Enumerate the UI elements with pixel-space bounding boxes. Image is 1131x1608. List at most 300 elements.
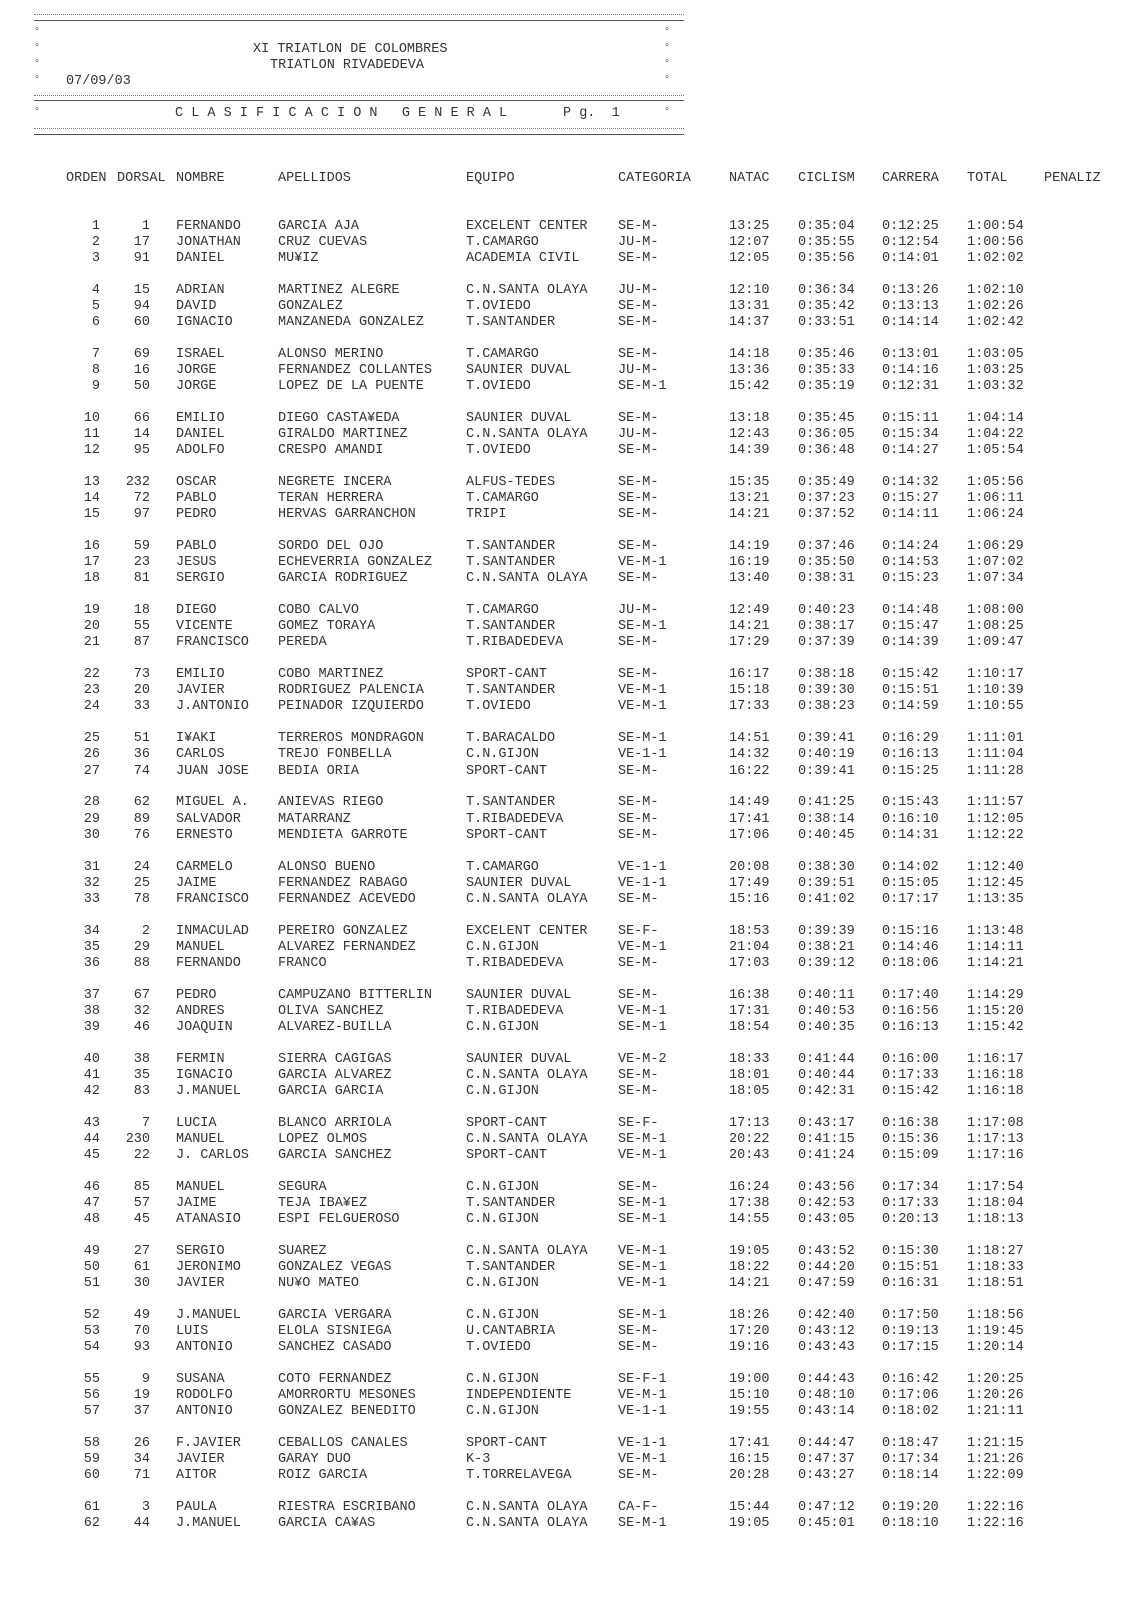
cell-apellidos: ALONSO MERINO xyxy=(278,347,384,363)
cell-total: 1:04:22 xyxy=(967,427,1024,443)
event-date: 07/09/03 xyxy=(66,74,131,89)
cell-total: 1:02:10 xyxy=(967,283,1024,299)
cell-natac: 12:10 xyxy=(729,283,770,299)
event-title: XI TRIATLON DE COLOMBRES xyxy=(253,42,448,57)
cell-total: 1:04:14 xyxy=(967,411,1024,427)
cell-categoria: SE-M- xyxy=(618,1339,659,1355)
cell-orden: 61 xyxy=(83,1500,100,1515)
cell-total: 1:03:32 xyxy=(967,379,1024,395)
cell-ciclism: 0:41:25 xyxy=(798,795,855,811)
cell-natac: 12:43 xyxy=(729,427,770,443)
cell-total: 1:16:18 xyxy=(967,1083,1024,1099)
table-row xyxy=(0,683,1131,699)
cell-apellidos: GOMEZ TORAYA xyxy=(278,619,376,635)
cell-dorsal: 32 xyxy=(133,1003,150,1019)
cell-categoria: JU-M- xyxy=(618,363,659,379)
cell-ciclism: 0:35:19 xyxy=(798,379,855,395)
cell-categoria: VE-1-1 xyxy=(618,747,667,763)
table-row xyxy=(0,507,1131,523)
cell-carrera: 0:16:29 xyxy=(882,731,939,747)
cell-total: 1:12:22 xyxy=(967,827,1024,843)
cell-apellidos: GARCIA AJA xyxy=(278,219,360,234)
table-row xyxy=(0,635,1131,651)
cell-natac: 20:43 xyxy=(729,1147,770,1163)
cell-nombre: EMILIO xyxy=(176,667,225,683)
cell-apellidos: OLIVA SANCHEZ xyxy=(278,1003,384,1019)
table-row xyxy=(0,1340,1131,1356)
table-row xyxy=(0,1276,1131,1292)
cell-dorsal: 85 xyxy=(133,1179,150,1195)
cell-carrera: 0:17:33 xyxy=(882,1195,939,1211)
cell-nombre: J.MANUEL xyxy=(176,1083,241,1099)
cell-total: 1:15:42 xyxy=(967,1019,1024,1035)
cell-total: 1:14:21 xyxy=(967,955,1024,971)
cell-total: 1:12:40 xyxy=(967,859,1024,875)
cell-dorsal: 17 xyxy=(133,235,150,251)
table-row xyxy=(0,299,1131,315)
cell-total: 1:17:16 xyxy=(967,1147,1024,1163)
cell-orden: 48 xyxy=(83,1211,100,1227)
cell-equipo: T.SANTANDER xyxy=(466,683,556,699)
cell-apellidos: RODRIGUEZ PALENCIA xyxy=(278,683,424,699)
cell-carrera: 0:15:51 xyxy=(882,1259,939,1275)
cell-natac: 16:38 xyxy=(729,987,770,1003)
cell-orden: 51 xyxy=(83,1275,100,1291)
cell-nombre: JAVIER xyxy=(176,683,225,699)
cell-natac: 17:38 xyxy=(729,1195,770,1211)
cell-dorsal: 55 xyxy=(133,619,150,635)
cell-carrera: 0:14:16 xyxy=(882,363,939,379)
cell-nombre: ANTONIO xyxy=(176,1404,233,1419)
cell-natac: 19:55 xyxy=(729,1404,770,1419)
table-row xyxy=(0,411,1131,427)
cell-natac: 20:28 xyxy=(729,1468,770,1484)
cell-natac: 15:18 xyxy=(729,683,770,699)
table-row xyxy=(0,1132,1131,1148)
cell-nombre: SALVADOR xyxy=(176,811,241,827)
cell-dorsal: 232 xyxy=(125,475,150,491)
cell-orden: 4 xyxy=(91,283,100,299)
cell-categoria: VE-M-1 xyxy=(618,1452,667,1467)
cell-dorsal: 16 xyxy=(133,363,150,379)
cell-carrera: 0:18:14 xyxy=(882,1468,939,1484)
cell-total: 1:18:56 xyxy=(967,1307,1024,1323)
cell-natac: 19:00 xyxy=(729,1371,770,1387)
cell-dorsal: 37 xyxy=(133,1404,150,1419)
cell-ciclism: 0:43:14 xyxy=(798,1404,855,1419)
cell-categoria: VE-M-1 xyxy=(618,1147,667,1163)
cell-equipo: INDEPENDIENTE xyxy=(466,1387,572,1403)
cell-apellidos: TERREROS MONDRAGON xyxy=(278,731,424,747)
cell-carrera: 0:15:43 xyxy=(882,795,939,811)
table-row xyxy=(0,475,1131,491)
cell-total: 1:18:33 xyxy=(967,1259,1024,1275)
table-row xyxy=(0,795,1131,811)
cell-orden: 50 xyxy=(83,1259,100,1275)
cell-equipo: T.CAMARGO xyxy=(466,859,539,875)
cell-dorsal: 78 xyxy=(133,891,150,907)
cell-natac: 14:37 xyxy=(729,315,770,331)
table-row xyxy=(0,1180,1131,1196)
cell-apellidos: CAMPUZANO BITTERLIN xyxy=(278,987,432,1003)
cell-categoria: SE-M- xyxy=(618,475,659,491)
cell-orden: 21 xyxy=(83,635,100,651)
col-header-orden: ORDEN xyxy=(66,171,107,186)
cell-nombre: CARLOS xyxy=(176,747,225,763)
cell-ciclism: 0:43:17 xyxy=(798,1115,855,1131)
table-row xyxy=(0,988,1131,1004)
cell-nombre: MANUEL xyxy=(176,939,225,955)
cell-orden: 1 xyxy=(91,219,100,234)
cell-orden: 6 xyxy=(91,315,100,331)
cell-categoria: VE-1-1 xyxy=(618,875,667,891)
cell-ciclism: 0:37:46 xyxy=(798,539,855,555)
cell-nombre: CARMELO xyxy=(176,859,233,875)
cell-apellidos: CEBALLOS CANALES xyxy=(278,1435,408,1451)
cell-natac: 18:53 xyxy=(729,923,770,939)
cell-nombre: IGNACIO xyxy=(176,1067,233,1083)
table-row xyxy=(0,924,1131,940)
cell-apellidos: ALVAREZ-BUILLA xyxy=(278,1019,392,1035)
cell-orden: 58 xyxy=(83,1435,100,1451)
cell-ciclism: 0:41:15 xyxy=(798,1131,855,1147)
cell-natac: 17:33 xyxy=(729,699,770,715)
cell-equipo: SPORT-CANT xyxy=(466,763,548,779)
cell-categoria: SE-M- xyxy=(618,891,659,907)
cell-equipo: C.N.GIJON xyxy=(466,1019,539,1035)
cell-categoria: SE-M- xyxy=(618,1468,659,1484)
cell-categoria: SE-M- xyxy=(618,1323,659,1339)
cell-total: 1:06:29 xyxy=(967,539,1024,555)
cell-categoria: SE-M- xyxy=(618,763,659,779)
cell-equipo: C.N.SANTA OLAYA xyxy=(466,571,588,587)
cell-equipo: C.N.GIJON xyxy=(466,1275,539,1291)
cell-apellidos: BEDIA ORIA xyxy=(278,763,360,779)
cell-apellidos: PEINADOR IZQUIERDO xyxy=(278,699,424,715)
cell-ciclism: 0:42:31 xyxy=(798,1083,855,1099)
cell-dorsal: 20 xyxy=(133,683,150,699)
cell-equipo: C.N.SANTA OLAYA xyxy=(466,1243,588,1259)
cell-total: 1:22:16 xyxy=(967,1516,1024,1532)
cell-orden: 20 xyxy=(83,619,100,635)
cell-natac: 17:13 xyxy=(729,1115,770,1131)
cell-ciclism: 0:39:51 xyxy=(798,875,855,891)
cell-ciclism: 0:40:44 xyxy=(798,1067,855,1083)
cell-categoria: SE-M- xyxy=(618,347,659,363)
cell-carrera: 0:15:42 xyxy=(882,1083,939,1099)
cell-carrera: 0:16:13 xyxy=(882,747,939,763)
cell-ciclism: 0:35:55 xyxy=(798,235,855,251)
cell-ciclism: 0:40:53 xyxy=(798,1003,855,1019)
cell-categoria: SE-M- xyxy=(618,507,659,523)
cell-orden: 7 xyxy=(91,347,100,363)
cell-natac: 18:33 xyxy=(729,1051,770,1067)
cell-ciclism: 0:35:46 xyxy=(798,347,855,363)
cell-natac: 17:06 xyxy=(729,827,770,843)
cell-orden: 52 xyxy=(83,1307,100,1323)
cell-carrera: 0:15:09 xyxy=(882,1147,939,1163)
cell-equipo: T.SANTANDER xyxy=(466,539,556,555)
cell-total: 1:03:05 xyxy=(967,347,1024,363)
cell-ciclism: 0:42:53 xyxy=(798,1195,855,1211)
table-row xyxy=(0,491,1131,507)
table-row xyxy=(0,283,1131,299)
cell-dorsal: 83 xyxy=(133,1083,150,1099)
cell-total: 1:15:20 xyxy=(967,1003,1024,1019)
cell-equipo: ALFUS-TEDES xyxy=(466,475,556,491)
cell-dorsal: 14 xyxy=(133,427,150,443)
table-row xyxy=(0,828,1131,844)
cell-dorsal: 69 xyxy=(133,347,150,363)
cell-total: 1:13:48 xyxy=(967,923,1024,939)
cell-dorsal: 44 xyxy=(133,1516,150,1532)
cell-categoria: JU-M- xyxy=(618,235,659,251)
cell-total: 1:18:04 xyxy=(967,1195,1024,1211)
cell-orden: 38 xyxy=(83,1003,100,1019)
cell-categoria: VE-M-2 xyxy=(618,1051,667,1067)
cell-dorsal: 2 xyxy=(141,923,150,939)
cell-natac: 14:21 xyxy=(729,619,770,635)
cell-orden: 13 xyxy=(83,475,100,491)
cell-carrera: 0:16:13 xyxy=(882,1019,939,1035)
cell-dorsal: 87 xyxy=(133,635,150,651)
cell-natac: 20:22 xyxy=(729,1131,770,1147)
cell-total: 1:19:45 xyxy=(967,1323,1024,1339)
cell-nombre: DAVID xyxy=(176,299,217,315)
cell-categoria: VE-M-1 xyxy=(618,699,667,715)
cell-total: 1:02:26 xyxy=(967,299,1024,315)
table-row xyxy=(0,379,1131,395)
cell-categoria: SE-M- xyxy=(618,827,659,843)
cell-apellidos: GONZALEZ VEGAS xyxy=(278,1259,392,1275)
cell-nombre: F.JAVIER xyxy=(176,1435,241,1451)
cell-dorsal: 97 xyxy=(133,507,150,523)
cell-carrera: 0:18:10 xyxy=(882,1516,939,1532)
cell-total: 1:11:28 xyxy=(967,763,1024,779)
cell-total: 1:10:17 xyxy=(967,667,1024,683)
cell-categoria: SE-M- xyxy=(618,411,659,427)
cell-carrera: 0:19:13 xyxy=(882,1323,939,1339)
cell-carrera: 0:17:33 xyxy=(882,1067,939,1083)
cell-carrera: 0:17:40 xyxy=(882,987,939,1003)
cell-apellidos: DIEGO CASTA¥EDA xyxy=(278,411,400,427)
cell-natac: 17:49 xyxy=(729,875,770,891)
cell-carrera: 0:16:10 xyxy=(882,811,939,827)
cell-total: 1:12:45 xyxy=(967,875,1024,891)
cell-dorsal: 7 xyxy=(141,1115,150,1131)
cell-ciclism: 0:38:17 xyxy=(798,619,855,635)
cell-nombre: JOAQUIN xyxy=(176,1019,233,1035)
cell-apellidos: CRUZ CUEVAS xyxy=(278,235,368,251)
table-row xyxy=(0,1212,1131,1228)
cell-equipo: T.OVIEDO xyxy=(466,299,531,315)
cell-orden: 60 xyxy=(83,1468,100,1484)
cell-categoria: SE-M- xyxy=(618,795,659,811)
cell-total: 1:02:02 xyxy=(967,251,1024,267)
table-row xyxy=(0,555,1131,571)
frame-bullet: ° xyxy=(34,75,41,86)
cell-dorsal: 74 xyxy=(133,763,150,779)
report-title: C L A S I F I C A C I O N G E N E R A L xyxy=(175,106,508,121)
cell-natac: 14:21 xyxy=(729,1275,770,1291)
cell-natac: 13:18 xyxy=(729,411,770,427)
cell-equipo: EXCELENT CENTER xyxy=(466,923,588,939)
cell-natac: 15:10 xyxy=(729,1387,770,1403)
cell-carrera: 0:14:02 xyxy=(882,859,939,875)
cell-carrera: 0:17:34 xyxy=(882,1452,939,1467)
table-row xyxy=(0,1388,1131,1404)
cell-dorsal: 70 xyxy=(133,1323,150,1339)
cell-dorsal: 38 xyxy=(133,1051,150,1067)
cell-apellidos: RIESTRA ESCRIBANO xyxy=(278,1500,416,1515)
cell-apellidos: LOPEZ OLMOS xyxy=(278,1131,368,1147)
cell-natac: 18:54 xyxy=(729,1019,770,1035)
cell-categoria: SE-M- xyxy=(618,1067,659,1083)
table-row xyxy=(0,1116,1131,1132)
frame-bullet: ° xyxy=(664,59,671,70)
table-row xyxy=(0,219,1131,235)
cell-apellidos: GARCIA ALVAREZ xyxy=(278,1067,392,1083)
cell-total: 1:05:56 xyxy=(967,475,1024,491)
cell-dorsal: 30 xyxy=(133,1275,150,1291)
cell-carrera: 0:19:20 xyxy=(882,1500,939,1515)
table-row xyxy=(0,315,1131,331)
cell-nombre: FERNANDO xyxy=(176,955,241,971)
table-row xyxy=(0,956,1131,972)
table-row xyxy=(0,1452,1131,1468)
cell-natac: 19:16 xyxy=(729,1339,770,1355)
cell-carrera: 0:14:53 xyxy=(882,555,939,571)
cell-nombre: ERNESTO xyxy=(176,827,233,843)
cell-equipo: T.BARACALDO xyxy=(466,731,556,747)
cell-nombre: INMACULAD xyxy=(176,923,249,939)
cell-dorsal: 46 xyxy=(133,1019,150,1035)
cell-categoria: VE-M-1 xyxy=(618,1243,667,1259)
cell-orden: 22 xyxy=(83,667,100,683)
cell-carrera: 0:15:05 xyxy=(882,875,939,891)
cell-natac: 18:05 xyxy=(729,1083,770,1099)
cell-categoria: VE-1-1 xyxy=(618,1404,667,1419)
cell-apellidos: GONZALEZ xyxy=(278,299,343,315)
cell-categoria: JU-M- xyxy=(618,283,659,299)
cell-apellidos: PEREIRO GONZALEZ xyxy=(278,923,408,939)
cell-natac: 14:49 xyxy=(729,795,770,811)
cell-natac: 12:07 xyxy=(729,235,770,251)
cell-ciclism: 0:40:23 xyxy=(798,603,855,619)
cell-carrera: 0:13:26 xyxy=(882,283,939,299)
cell-orden: 11 xyxy=(83,427,100,443)
cell-orden: 5 xyxy=(91,299,100,315)
cell-total: 1:22:16 xyxy=(967,1500,1024,1515)
cell-ciclism: 0:37:52 xyxy=(798,507,855,523)
cell-total: 1:17:08 xyxy=(967,1115,1024,1131)
cell-total: 1:11:57 xyxy=(967,795,1024,811)
cell-nombre: OSCAR xyxy=(176,475,217,491)
cell-categoria: SE-M-1 xyxy=(618,1195,667,1211)
cell-equipo: SAUNIER DUVAL xyxy=(466,1051,572,1067)
cell-dorsal: 9 xyxy=(141,1371,150,1387)
cell-nombre: LUCIA xyxy=(176,1115,217,1131)
cell-apellidos: FRANCO xyxy=(278,955,327,971)
cell-nombre: AITOR xyxy=(176,1468,217,1484)
cell-categoria: SE-M-1 xyxy=(618,379,667,395)
cell-dorsal: 230 xyxy=(125,1131,150,1147)
table-row xyxy=(0,1500,1131,1516)
cell-orden: 41 xyxy=(83,1067,100,1083)
col-header-equipo: EQUIPO xyxy=(466,171,515,186)
cell-equipo: C.N.GIJON xyxy=(466,747,539,763)
cell-equipo: SAUNIER DUVAL xyxy=(466,987,572,1003)
col-header-penaliz: PENALIZ xyxy=(1044,171,1101,186)
cell-equipo: U.CANTABRIA xyxy=(466,1323,556,1339)
cell-orden: 34 xyxy=(83,923,100,939)
cell-nombre: SERGIO xyxy=(176,1243,225,1259)
cell-natac: 18:26 xyxy=(729,1307,770,1323)
table-row xyxy=(0,731,1131,747)
cell-apellidos: GARCIA RODRIGUEZ xyxy=(278,571,408,587)
cell-natac: 12:49 xyxy=(729,603,770,619)
cell-categoria: SE-M-1 xyxy=(618,1211,667,1227)
cell-categoria: SE-M- xyxy=(618,219,659,234)
table-row xyxy=(0,539,1131,555)
cell-apellidos: TERAN HERRERA xyxy=(278,491,384,507)
cell-natac: 19:05 xyxy=(729,1243,770,1259)
cell-apellidos: COBO MARTINEZ xyxy=(278,667,384,683)
cell-dorsal: 22 xyxy=(133,1147,150,1163)
cell-orden: 56 xyxy=(83,1387,100,1403)
cell-dorsal: 91 xyxy=(133,251,150,267)
cell-equipo: T.SANTANDER xyxy=(466,795,556,811)
cell-nombre: JUAN JOSE xyxy=(176,763,249,779)
frame-top-dotted xyxy=(34,14,684,15)
cell-total: 1:21:11 xyxy=(967,1404,1024,1419)
col-header-ciclism: CICLISM xyxy=(798,171,855,186)
cell-categoria: SE-M-1 xyxy=(618,1131,667,1147)
cell-apellidos: COBO CALVO xyxy=(278,603,360,619)
cell-natac: 17:41 xyxy=(729,811,770,827)
cell-total: 1:10:39 xyxy=(967,683,1024,699)
cell-apellidos: HERVAS GARRANCHON xyxy=(278,507,416,523)
cell-categoria: JU-M- xyxy=(618,603,659,619)
cell-dorsal: 81 xyxy=(133,571,150,587)
cell-apellidos: SUAREZ xyxy=(278,1243,327,1259)
cell-equipo: SPORT-CANT xyxy=(466,1435,548,1451)
cell-ciclism: 0:40:45 xyxy=(798,827,855,843)
cell-equipo: SPORT-CANT xyxy=(466,827,548,843)
cell-categoria: SE-M- xyxy=(618,299,659,315)
cell-carrera: 0:14:11 xyxy=(882,507,939,523)
cell-ciclism: 0:33:51 xyxy=(798,315,855,331)
cell-dorsal: 60 xyxy=(133,315,150,331)
cell-orden: 35 xyxy=(83,939,100,955)
cell-categoria: SE-F- xyxy=(618,923,659,939)
cell-dorsal: 88 xyxy=(133,955,150,971)
table-row xyxy=(0,876,1131,892)
cell-total: 1:17:54 xyxy=(967,1179,1024,1195)
col-header-carrera: CARRERA xyxy=(882,171,939,186)
cell-nombre: I¥AKI xyxy=(176,731,217,747)
table-row xyxy=(0,1260,1131,1276)
cell-total: 1:18:51 xyxy=(967,1275,1024,1291)
cell-orden: 36 xyxy=(83,955,100,971)
cell-nombre: DIEGO xyxy=(176,603,217,619)
col-header-apellidos: APELLIDOS xyxy=(278,171,351,186)
cell-orden: 14 xyxy=(83,491,100,507)
cell-orden: 30 xyxy=(83,827,100,843)
cell-categoria: SE-M-1 xyxy=(618,731,667,747)
col-header-total: TOTAL xyxy=(967,171,1008,186)
table-row xyxy=(0,571,1131,587)
